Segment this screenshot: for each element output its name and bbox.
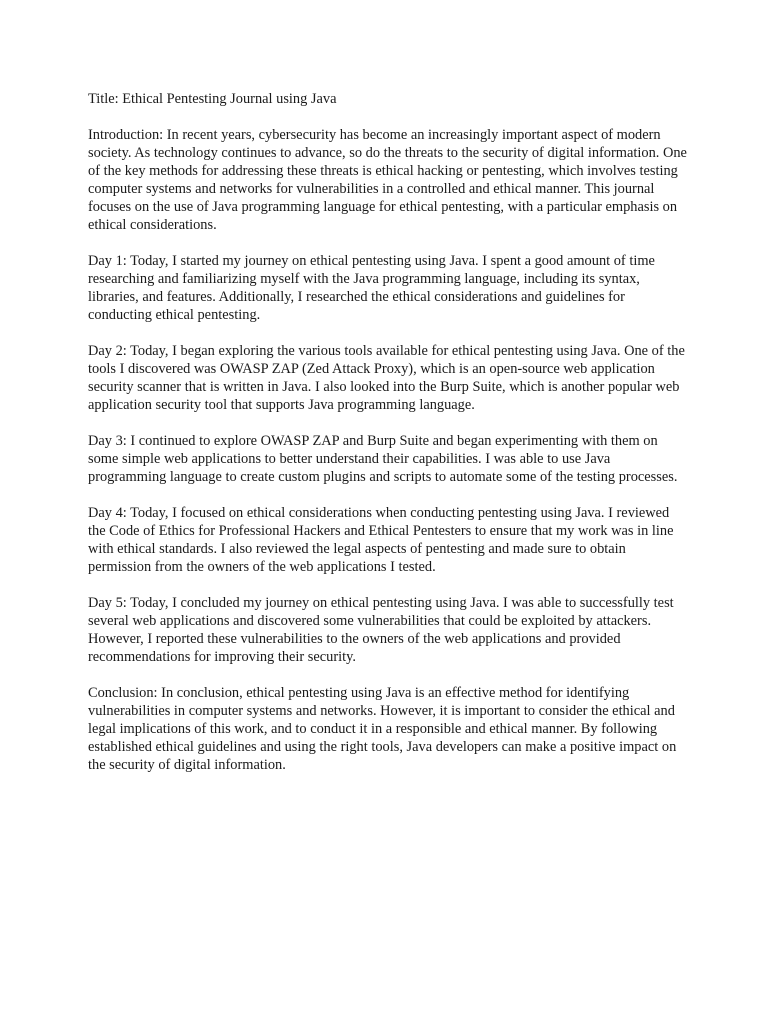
paragraph-day-2: Day 2: Today, I began exploring the various tools available for ethical pentesting using Java. One of the tools I discovered was OWASP ZAP (Zed Attack Proxy), which is an open-source web application security scanner that is written in Java. I also looked into the Burp Suite, which is another popular web application security tool that supports Java programming language. [88, 343, 685, 413]
document-body [88, 90, 688, 792]
paragraph-day-3: Day 3: I continued to explore OWASP ZAP and Burp Suite and began experimenting with them on some simple web applications to better understand their capabilities. I was able to use Java programming language to create custom plugins and scripts to automate some of the testing processes. [88, 433, 678, 485]
paragraph-day-1: Day 1: Today, I started my journey on ethical pentesting using Java. I spent a good amount of time researching and familiarizing myself with the Java programming language, including its syntax, libraries, and features. Additionally, I researched the ethical considerations and guidelines for conducting ethical pentesting. [88, 253, 655, 323]
document-title: Title: Ethical Pentesting Journal using Java [88, 91, 337, 107]
paragraph-introduction: Introduction: In recent years, cybersecurity has become an increasingly important aspect of modern society. As technology continues to advance, so do the threats to the security of digital information. One of the key methods for addressing these threats is ethical hacking or pentesting, which involves testing computer systems and networks for vulnerabilities in a controlled and ethical manner. This journal focuses on the use of Java programming language for ethical pentesting, with a particular emphasis on ethical considerations. [88, 127, 687, 233]
paragraph-day-4: Day 4: Today, I focused on ethical considerations when conducting pentesting using Java. I reviewed the Code of Ethics for Professional Hackers and Ethical Pentesters to ensure that my work was in line with ethical standards. I also reviewed the legal aspects of pentesting and made sure to obtain permission from the owners of the web applications I tested. [88, 505, 674, 575]
paragraph-day-5: Day 5: Today, I concluded my journey on ethical pentesting using Java. I was able to successfully test several web applications and discovered some vulnerabilities that could be exploited by attackers. However, I reported these vulnerabilities to the owners of the web applications and provided recommendations for improving their security. [88, 595, 674, 665]
paragraph-conclusion: Conclusion: In conclusion, ethical pentesting using Java is an effective method for identifying vulnerabilities in computer systems and networks. However, it is important to consider the ethical and legal implications of this work, and to conduct it in a responsible and ethical manner. By following established ethical guidelines and using the right tools, Java developers can make a positive impact on the security of digital information. [88, 685, 677, 773]
